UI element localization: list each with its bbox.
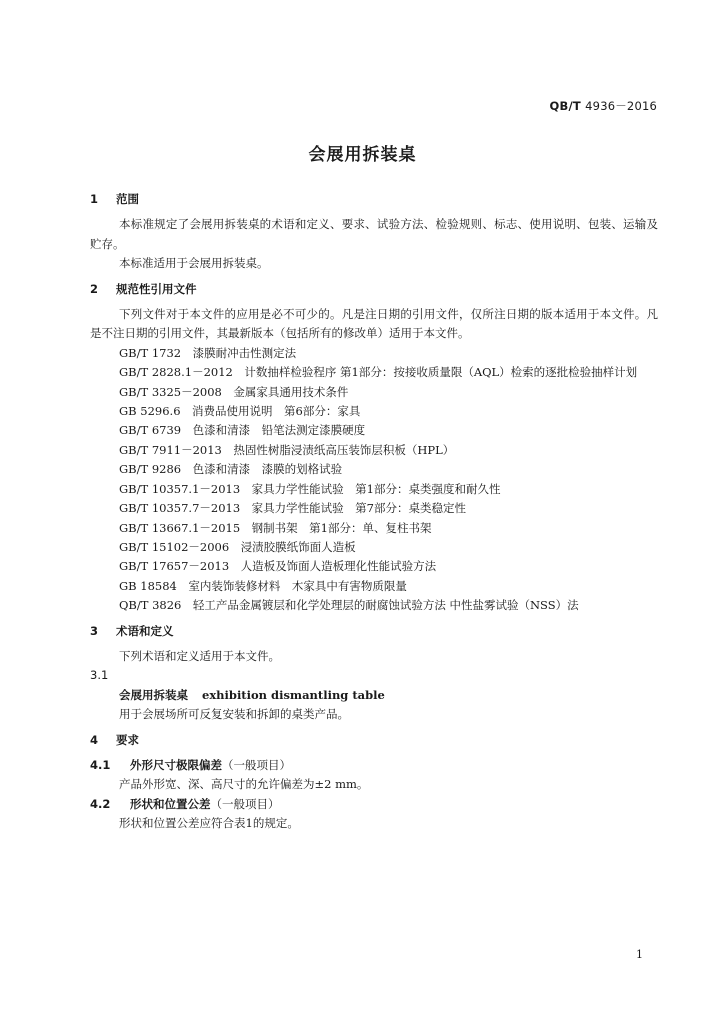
reference-item: GB/T 10357.1－2013 家具力学性能试验 第1部分：桌类强度和耐久性 [119, 481, 501, 496]
subsection-4-2-heading: 4.2 形状和位置公差（一般项目） [90, 796, 280, 811]
term-entry [90, 686, 658, 705]
section-2-heading: 2 规范性引用文件 [90, 281, 197, 296]
reference-item: GB 5296.6 消费品使用说明 第6部分：家具 [119, 404, 361, 419]
standard-code [550, 98, 657, 114]
reference-item: GB 18584 室内装饰装修材料 木家具中有害物质限量 [119, 578, 407, 593]
reference-item: GB/T 1732 漆膜耐冲击性测定法 [119, 345, 297, 360]
section-4-heading: 4 要求 [90, 732, 139, 747]
term-chinese: 会展用拆装桌 [119, 687, 188, 702]
section-3-heading: 3 术语和定义 [90, 623, 174, 638]
subsection-4-2-text: 形状和位置公差应符合表1的规定。 [119, 816, 299, 831]
page-number: 1 [636, 948, 643, 961]
reference-item: GB/T 7911－2013 热固性树脂浸渍纸高压装饰层积板（HPL） [119, 442, 455, 457]
standard-prefix: QB/T [549, 99, 581, 113]
document-body [90, 190, 658, 834]
reference-item: GB/T 15102－2006 浸渍胶膜纸饰面人造板 [119, 539, 356, 554]
reference-item: QB/T 3826 轻工产品金属镀层和化学处理层的耐腐蚀试验方法 中性盐雾试验（NSS）法 [119, 598, 579, 613]
subsection-4-1-text: 产品外形宽、深、高尺寸的允许偏差为±2 mm。 [119, 777, 369, 792]
reference-item: GB/T 3325－2008 金属家具通用技术条件 [119, 384, 349, 399]
subsection-4-1-heading: 4.1 外形尺寸极限偏差（一般项目） [90, 757, 291, 772]
reference-item: GB/T 10357.7－2013 家具力学性能试验 第7部分：桌类稳定性 [119, 501, 466, 516]
section-1-paragraph-1: 本标准规定了会展用拆装桌的术语和定义、要求、试验方法、检验规则、标志、使用说明、包装、运输及贮存。 [90, 217, 658, 251]
term-number: 3.1 [90, 668, 109, 683]
section-1-paragraph-2: 本标准适用于会展用拆装桌。 [119, 256, 269, 271]
term-definition: 用于会展场所可反复安装和拆卸的桌类产品。 [119, 707, 349, 722]
reference-item: GB/T 9286 色漆和清漆 漆膜的划格试验 [119, 462, 343, 477]
reference-item: GB/T 6739 色漆和清漆 铅笔法测定漆膜硬度 [119, 423, 366, 438]
section-3-intro: 下列术语和定义适用于本文件。 [119, 648, 280, 663]
section-2-intro: 下列文件对于本文件的应用是必不可少的。凡是注日期的引用文件，仅所注日期的版本适用于本文件。凡是不注日期的引用文件，其最新版本（包括所有的修改单）适用于本文件。 [90, 307, 658, 341]
reference-item: GB/T 17657－2013 人造板及饰面人造板理化性能试验方法 [119, 559, 437, 574]
standard-number: 4936－2016 [585, 99, 657, 113]
section-1-heading: 1 范围 [90, 192, 139, 206]
document-title: 会展用拆装桌 [308, 145, 417, 165]
reference-item: GB/T 13667.1－2015 钢制书架 第1部分：单、复柱书架 [119, 520, 432, 535]
term-english: exhibition dismantling table [202, 687, 385, 702]
reference-item-long: GB/T 2828.1－2012 计数抽样检验程序 第1部分：按接收质量限（AQL）检索的逐批检验抽样计划 [119, 365, 638, 380]
